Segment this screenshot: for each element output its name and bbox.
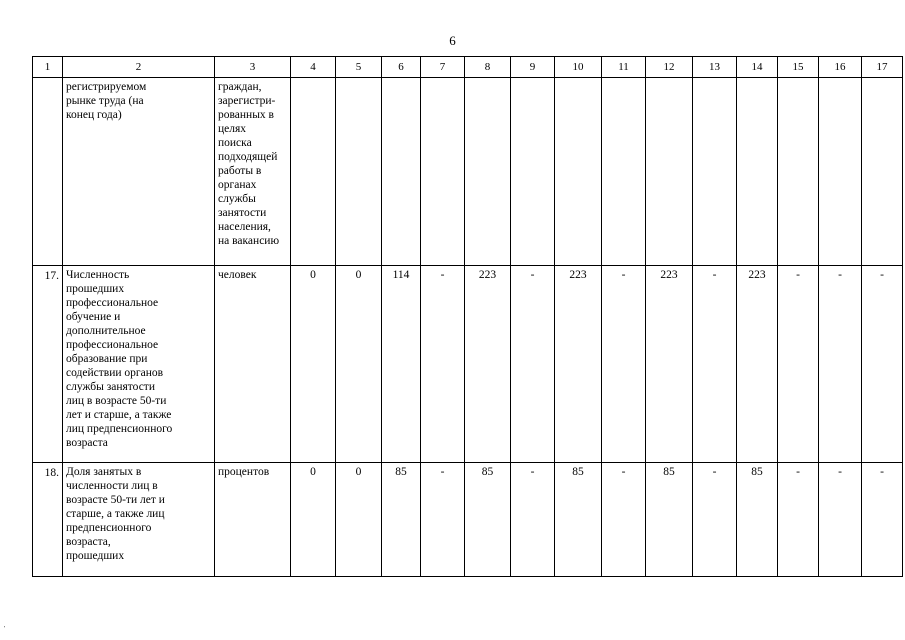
value-cell: - (819, 463, 862, 577)
col-header-13: 13 (693, 57, 737, 78)
row-number: 18. (33, 463, 63, 577)
value-cell (511, 78, 555, 266)
value-cell: 85 (382, 463, 421, 577)
value-cell: - (421, 266, 465, 463)
col-header-7: 7 (421, 57, 465, 78)
value-cell: - (421, 463, 465, 577)
indicator-name: Численность прошедших профессиональное обучение и дополнительное профессиональное образование при содействии органов службы занятости лиц в возрасте 50-ти лет и старше, а также лиц предпенсионного возраста (63, 266, 215, 463)
col-header-8: 8 (465, 57, 511, 78)
value-cell: - (778, 266, 819, 463)
value-cell (646, 78, 693, 266)
value-cell (291, 78, 336, 266)
value-cell: - (511, 463, 555, 577)
col-header-6: 6 (382, 57, 421, 78)
col-header-4: 4 (291, 57, 336, 78)
value-cell (382, 78, 421, 266)
value-cell: - (862, 266, 903, 463)
value-cell: 85 (646, 463, 693, 577)
value-cell (778, 78, 819, 266)
unit-of-measure: процентов (215, 463, 291, 577)
indicator-name: регистрируемом рынке труда (на конец года) (63, 78, 215, 266)
value-cell: 223 (646, 266, 693, 463)
value-cell (862, 78, 903, 266)
col-header-10: 10 (555, 57, 602, 78)
table-row (33, 266, 903, 463)
col-header-16: 16 (819, 57, 862, 78)
value-cell: - (778, 463, 819, 577)
value-cell (737, 78, 778, 266)
value-cell (602, 78, 646, 266)
value-cell: 0 (291, 266, 336, 463)
value-cell (819, 78, 862, 266)
value-cell: 223 (465, 266, 511, 463)
col-header-11: 11 (602, 57, 646, 78)
value-cell: 0 (291, 463, 336, 577)
value-cell: 223 (737, 266, 778, 463)
col-header-5: 5 (336, 57, 382, 78)
value-cell (336, 78, 382, 266)
value-cell: - (602, 266, 646, 463)
row-number: 17. (33, 266, 63, 463)
value-cell: 85 (555, 463, 602, 577)
row-number (33, 78, 63, 266)
value-cell: - (693, 463, 737, 577)
value-cell (555, 78, 602, 266)
value-cell: 0 (336, 266, 382, 463)
unit-of-measure: человек (215, 266, 291, 463)
col-header-3: 3 (215, 57, 291, 78)
value-cell: - (693, 266, 737, 463)
table-row (33, 463, 903, 577)
page-number: 6 (449, 33, 456, 48)
value-cell (421, 78, 465, 266)
table-row (33, 78, 903, 266)
value-cell (465, 78, 511, 266)
value-cell (693, 78, 737, 266)
col-header-1: 1 (33, 57, 63, 78)
value-cell: - (819, 266, 862, 463)
indicators-table (32, 56, 903, 577)
col-header-14: 14 (737, 57, 778, 78)
indicator-name: Доля занятых в численности лиц в возрасте 50-ти лет и старше, а также лиц предпенсионного возраста, прошедших (63, 463, 215, 577)
value-cell: 114 (382, 266, 421, 463)
value-cell: 85 (737, 463, 778, 577)
col-header-2: 2 (63, 57, 215, 78)
value-cell: 85 (465, 463, 511, 577)
value-cell: - (862, 463, 903, 577)
unit-of-measure: граждан, зарегистри- рованных в целях поиска подходящей работы в органах службы занятости населения, на вакансию (215, 78, 291, 266)
col-header-12: 12 (646, 57, 693, 78)
value-cell: 223 (555, 266, 602, 463)
col-header-17: 17 (862, 57, 903, 78)
column-number-row (33, 57, 903, 78)
value-cell: 0 (336, 463, 382, 577)
value-cell: - (511, 266, 555, 463)
scan-speck: ' (4, 626, 6, 632)
col-header-9: 9 (511, 57, 555, 78)
col-header-15: 15 (778, 57, 819, 78)
value-cell: - (602, 463, 646, 577)
